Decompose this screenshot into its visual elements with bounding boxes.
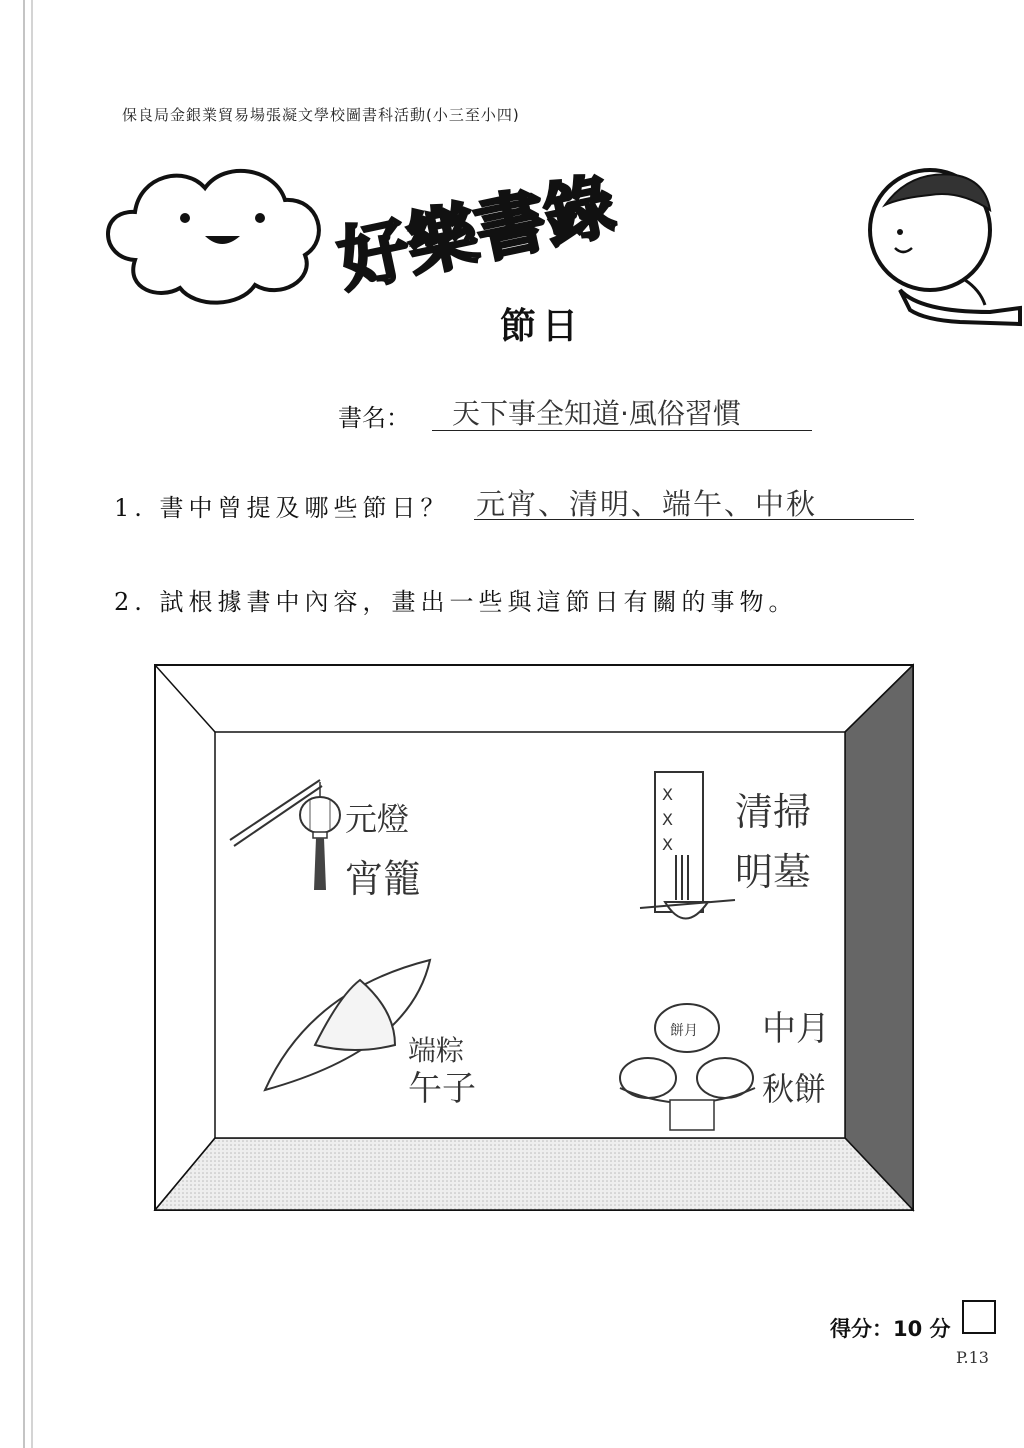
drawing-frame [150, 660, 920, 1220]
banner-title [330, 164, 850, 302]
svg-text:X: X [662, 835, 673, 854]
svg-text:好樂書錄: 好樂書錄 [331, 164, 623, 303]
cloud-icon [108, 171, 319, 303]
book-name-answer: 天下事全知道·風俗習慣 [452, 397, 741, 430]
question-1-label: 1. 書中曾提及哪些節日？ [114, 494, 450, 522]
question-2-label: 2. 試根據書中內容，畫出一些與這節日有關的事物。 [114, 588, 798, 616]
page-title: 節日 [500, 306, 585, 347]
svg-text:X: X [662, 785, 673, 804]
score-label: 得分：10 分 [830, 1317, 951, 1341]
svg-text:中月: 中月 [762, 1009, 830, 1049]
question-1-underline [474, 519, 914, 520]
svg-text:元燈: 元燈 [345, 800, 410, 838]
boy-character-icon [870, 170, 1020, 324]
book-name-label: 書名： [338, 404, 410, 432]
svg-text:清掃: 清掃 [735, 790, 812, 834]
score-box [962, 1300, 996, 1334]
svg-text:X: X [662, 810, 673, 829]
svg-text:明墓: 明墓 [735, 850, 812, 894]
svg-text:秋餅: 秋餅 [762, 1070, 827, 1108]
book-name-underline [432, 430, 812, 431]
svg-text:端粽: 端粽 [408, 1034, 465, 1067]
svg-text:宵籠: 宵籠 [345, 857, 422, 901]
school-header: 保良局金銀業貿易場張凝文學校圖書科活動(小三至小四) [122, 106, 520, 124]
svg-text:午子: 午子 [408, 1069, 476, 1109]
svg-text:餅月: 餅月 [670, 1023, 698, 1039]
question-1-answer: 元宵、清明、端午、中秋 [476, 487, 818, 521]
page-number: P.13 [956, 1348, 989, 1367]
